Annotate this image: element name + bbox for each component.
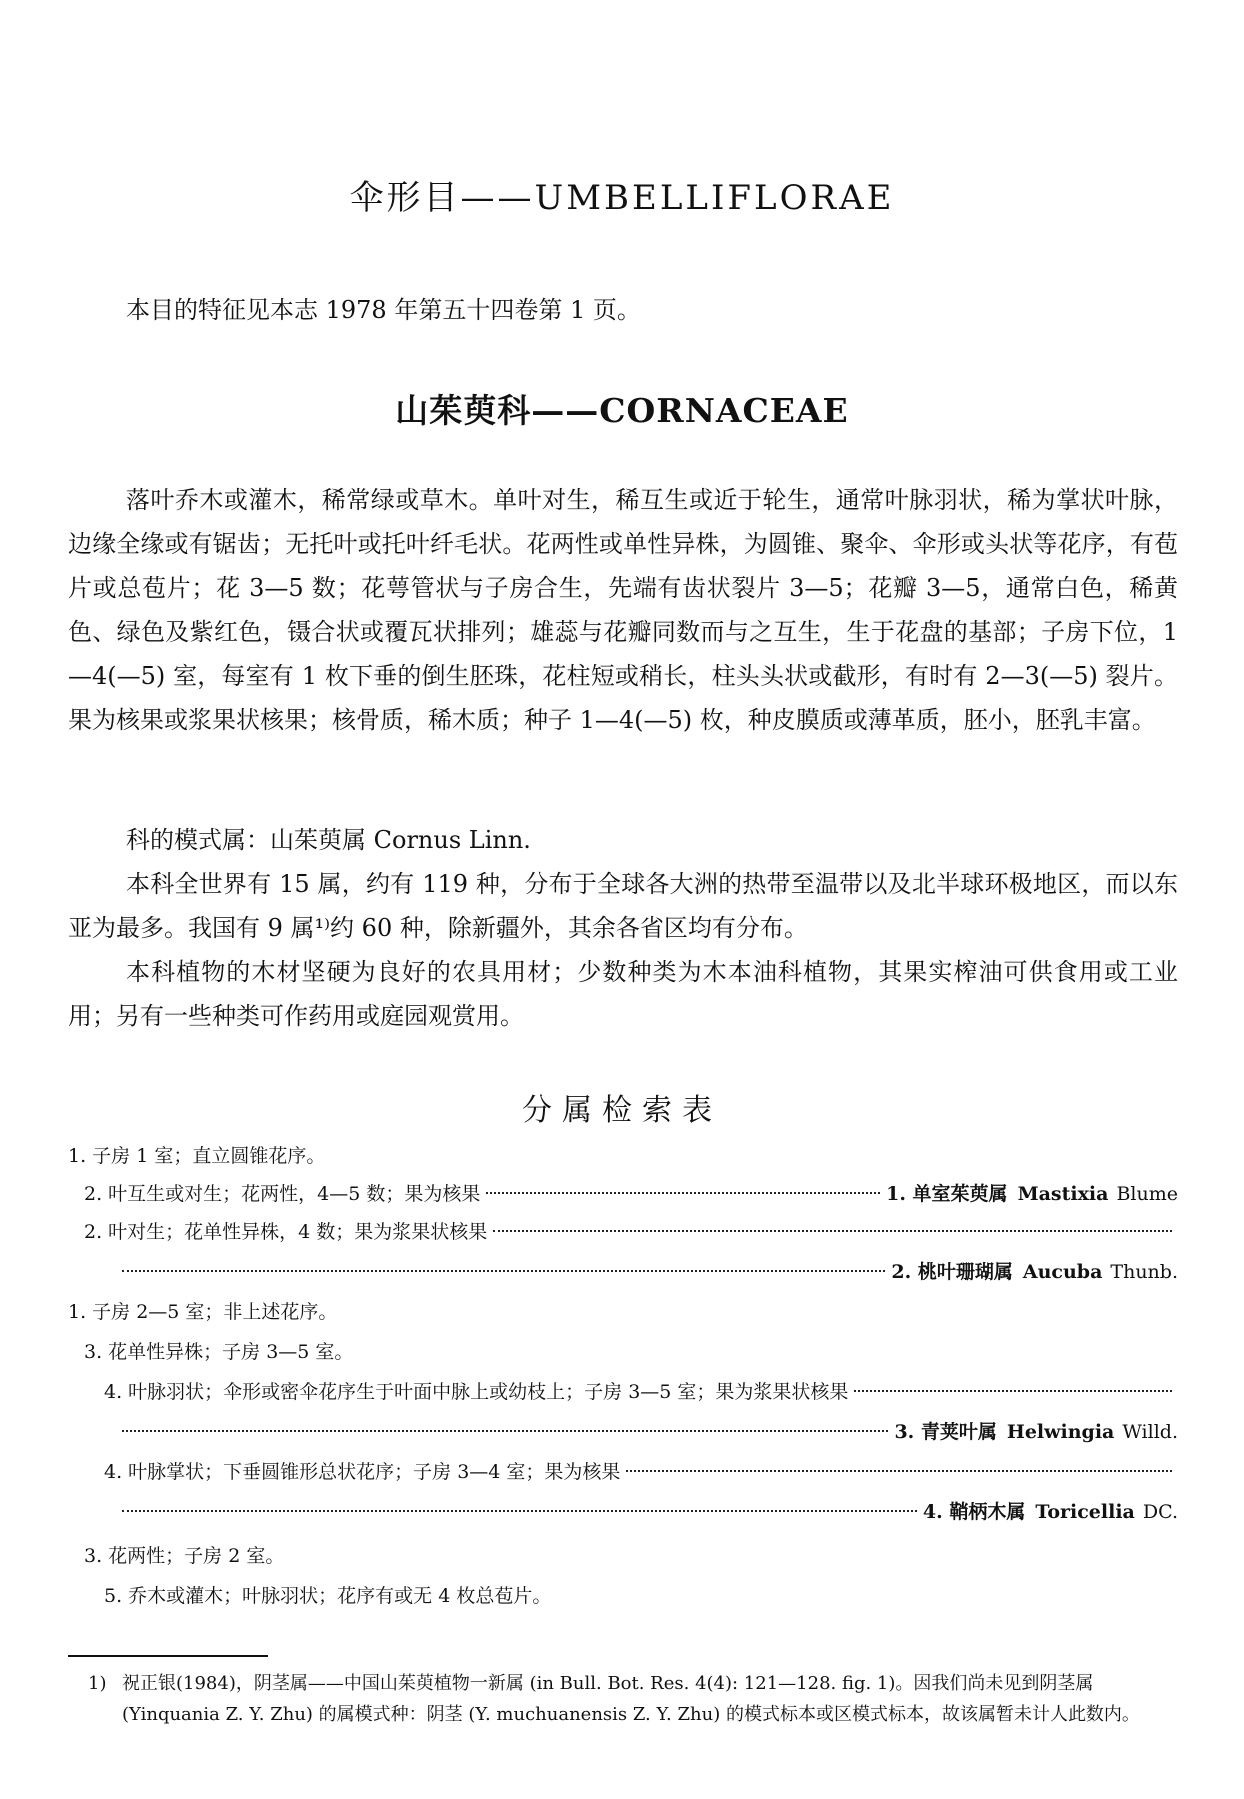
- key-lead-1a: 1. 子房 1 室；直立圆锥花序。: [68, 1145, 326, 1167]
- key-result-helwingia: 3. 青荚叶属 Helwingia Willd.: [894, 1421, 1178, 1443]
- distribution-paragraph: 本科全世界有 15 属，约有 119 种，分布于全球各大洲的热带至温带以及北半球环极地区，而以东亚为最多。我国有 9 属¹⁾约 60 种，除新疆外，其余各省区均有分布。: [68, 870, 1178, 942]
- key-lead-1b: 1. 子房 2—5 室；非上述花序。: [68, 1301, 338, 1323]
- key-result-mastixia: 1. 单室茱萸属 Mastixia Blume: [886, 1183, 1178, 1205]
- footnote: [88, 1668, 1178, 1730]
- key-result-toricellia: 4. 鞘柄木属 Toricellia DC.: [922, 1501, 1178, 1523]
- dot-leader: [122, 1270, 885, 1272]
- key-lead-4a: 4. 叶脉羽状；伞形或密伞花序生于叶面中脉上或幼枝上；子房 3—5 室；果为浆果状核果: [104, 1376, 1178, 1408]
- key-lead-4b: 4. 叶脉掌状；下垂圆锥形总状花序；子房 3—4 室；果为核果: [104, 1456, 1178, 1488]
- order-title: 伞形目——UMBELLIFLORAE: [349, 178, 895, 218]
- order-note: 本目的特征见本志 1978 年第五十四卷第 1 页。: [126, 296, 641, 324]
- footnote-rule: [68, 1655, 268, 1657]
- dot-leader: [493, 1230, 1172, 1232]
- key-lead-4b-result: [116, 1496, 1178, 1528]
- dot-leader: [122, 1510, 917, 1512]
- key-lead-3b: 3. 花两性；子房 2 室。: [84, 1545, 285, 1567]
- dot-leader: [626, 1470, 1172, 1472]
- type-genus: 科的模式属：山茱萸属 Cornus Linn.: [126, 826, 531, 854]
- family-description: 落叶乔木或灌木，稀常绿或草木。单叶对生，稀互生或近于轮生，通常叶脉羽状，稀为掌状叶脉，边缘全缘或有锯齿；无托叶或托叶纤毛状。花两性或单性异株，为圆锥、聚伞、伞形或头状等花序，有苞片或总苞片；花 3—5 数；花萼管状与子房合生，先端有齿状裂片 3—5；花瓣 3—5，通常白色，稀黄色、绿色及紫红色，镊合状或覆瓦状排列；雄蕊与花瓣同数而与之互生，生于花盘的基部；子房下位，1—4(—5) 室，每室有 1 枚下垂的倒生胚珠，花柱短或稍长，柱头头状或截形，有时有 2—3(—5) 裂片。果为核果或浆果状核果；核骨质，稀木质；种子 1—4(—5) 枚，种皮膜质或薄革质，胚小，胚乳丰富。: [68, 486, 1178, 734]
- key-result-aucuba: 2. 桃叶珊瑚属 Aucuba Thunb.: [891, 1261, 1178, 1283]
- footnote-number: 1): [88, 1673, 107, 1694]
- family-title: 山茱萸科——CORNACEAE: [395, 391, 849, 430]
- key-lead-2a: 2. 叶互生或对生；花两性，4—5 数；果为核果 1. 单室茱萸属 Mastixia Blume: [84, 1178, 1178, 1210]
- key-lead-3a: 3. 花单性异株；子房 3—5 室。: [84, 1341, 354, 1363]
- key-lead-2b-result: [116, 1256, 1178, 1288]
- key-lead-2b: 2. 叶对生；花单性异株，4 数；果为浆果状核果: [84, 1216, 1178, 1248]
- dot-leader: [854, 1390, 1172, 1392]
- key-title: 分属检索表: [522, 1093, 722, 1128]
- dot-leader: [486, 1192, 880, 1194]
- key-lead-4a-result: [116, 1416, 1178, 1448]
- dot-leader: [122, 1430, 888, 1432]
- key-lead-5a: 5. 乔木或灌木；叶脉羽状；花序有或无 4 枚总苞片。: [104, 1585, 552, 1607]
- uses-paragraph: 本科植物的木材坚硬为良好的农具用材；少数种类为木本油科植物，其果实榨油可供食用或工业用；另有一些种类可作药用或庭园观赏用。: [68, 958, 1178, 1030]
- footnote-text: 祝正银(1984)，阴茎属——中国山茱萸植物一新属 (in Bull. Bot. Res. 4(4): 121—128. fig. 1)。因我们尚未见到阴茎属 (Yinquania Z. Y. Zhu) 的属模式种：阴茎 (Y. muchuanensis Z. Y. Zhu) 的模式标本或区模式标本，故该属暂未计人此数内。: [122, 1673, 1140, 1725]
